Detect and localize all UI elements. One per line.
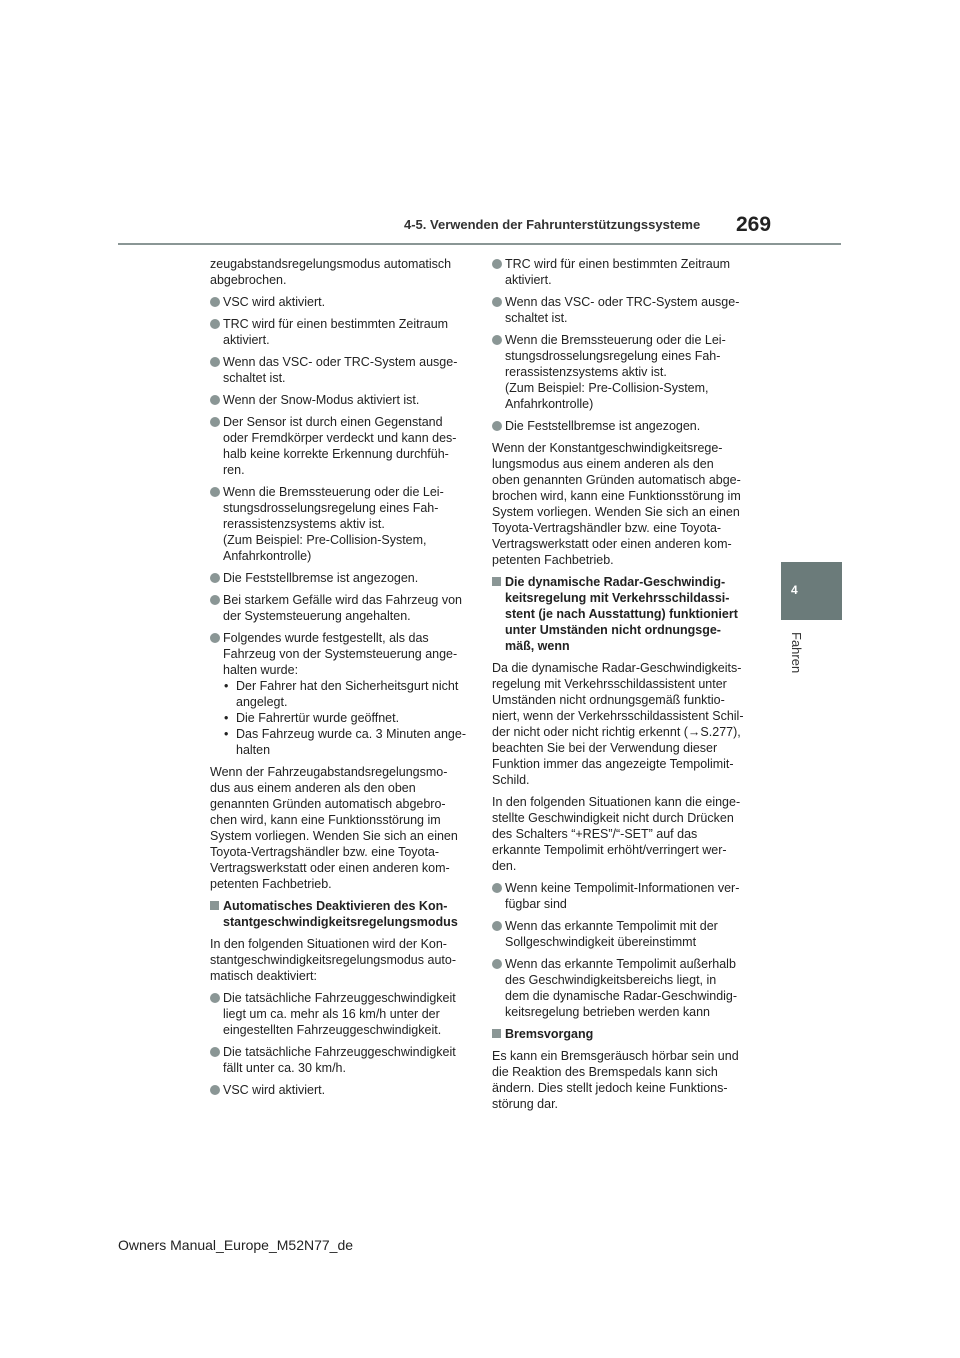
bullet-icon [210,487,220,497]
section-heading [492,1026,750,1042]
bullet-item [210,414,468,478]
bullet-icon [210,1085,220,1095]
bullet-item [492,918,750,950]
bullet-icon [492,883,502,893]
dash-bullet-icon: • [224,679,229,693]
bullet-item-text: Die tatsächliche Fahrzeuggeschwindigkeit fällt unter ca. 30 km/h. [223,1045,456,1075]
section-heading-text: Bremsvorgang [505,1027,594,1041]
bullet-item [492,880,750,912]
bullet-item [210,316,468,348]
bullet-icon [210,595,220,605]
bullet-icon [210,993,220,1003]
bullet-icon [210,573,220,583]
bullet-item [210,570,468,586]
paragraph-text: zeugabstandsregelungsmodus automatisch abgebrochen. [210,257,452,287]
bullet-item-text: TRC wird für einen bestimmten Zeitraum aktiviert. [505,257,731,287]
bullet-icon [210,319,220,329]
bullet-icon [210,1047,220,1057]
bullet-item-text: Die Feststellbremse ist angezogen. [505,419,701,433]
header-divider [118,243,841,245]
bullet-icon [492,297,502,307]
square-bullet-icon [492,1029,501,1038]
sub-item [223,710,468,726]
section-heading-text: Automatisches Deaktivieren des Kon- stantgeschwindigkeitsregelungsmodus [223,899,458,929]
bullet-item-text: Die tatsächliche Fahrzeuggeschwindigkeit liegt um ca. mehr als 16 km/h unter der eingestellten Fahrzeuggeschwindigkeit. [223,991,456,1037]
bullet-icon [492,959,502,969]
bullet-icon [210,395,220,405]
section-heading [492,574,750,654]
bullet-icon [210,417,220,427]
bullet-item [492,332,750,412]
paragraph-text: Es kann ein Bremsgeräusch hörbar sein und die Reaktion des Bremspedals kann sich ändern. Dies stellt jedoch keine Funktions- störung dar. [492,1049,739,1111]
bullet-item [492,956,750,1020]
bullet-item [210,392,468,408]
dash-bullet-icon: • [224,727,229,741]
footer-doc-id: Owners Manual_Europe_M52N77_de [118,1237,354,1253]
bullet-item-text: Wenn das VSC- oder TRC-System ausge- schaltet ist. [505,295,740,325]
bullet-item [210,354,468,386]
bullet-item [210,1082,468,1098]
bullet-item-text: Wenn die Bremssteuerung oder die Lei- stungsdrosselungsregelung eines Fah- rerassistenzsystems aktiv ist. (Zum Beispiel: Pre-Collision-System, Anfahrkontrolle) [223,485,444,563]
paragraph [210,764,468,892]
bullet-icon [210,357,220,367]
paragraph-text: Wenn der Fahrzeugabstandsregelungsmo- dus aus einem anderen als den oben genannten Gründen automatisch abgebro- chen wird, kann eine Funktionsstörung im System vorliegen. Wenden Sie sich an einen Toyota-Vertragshändler bzw. eine Toyota- Vertragswerkstatt oder einen anderen kom- petenten Fachbetrieb. [210,765,458,891]
bullet-item-text: Bei starkem Gefälle wird das Fahrzeug von der Systemsteuerung angehalten. [223,593,462,623]
bullet-item-text: Wenn keine Tempolimit-Informationen ver- fügbar sind [505,881,740,911]
paragraph-text: In den folgenden Situationen kann die einge- stellte Geschwindigkeit nicht durch Drücken des Schalters “+RES”/“-SET” auf das erkannte Tempolimit erhöht/verringert wer- den. [492,795,741,873]
bullet-icon [492,921,502,931]
bullet-icon [492,259,502,269]
bullet-item-text: TRC wird für einen bestimmten Zeitraum aktiviert. [223,317,449,347]
paragraph [210,936,468,984]
left-column [210,256,468,1104]
paragraph [492,660,750,788]
chapter-label: Fahren [789,632,804,674]
bullet-item [492,256,750,288]
bullet-item-text: Wenn das erkannte Tempolimit außerhalb des Geschwindigkeitsbereichs liegt, in dem die dynamische Radar-Geschwindig- keitsregelung betrieben werden kann [505,957,738,1019]
bullet-icon [210,297,220,307]
bullet-item [210,484,468,564]
bullet-item-text: Die Feststellbremse ist angezogen. [223,571,419,585]
bullet-item-text: VSC wird aktiviert. [223,295,326,309]
sub-item-text: Das Fahrzeug wurde ca. 3 Minuten ange- halten [236,727,466,757]
paragraph [492,440,750,568]
bullet-icon [492,421,502,431]
bullet-icon [210,633,220,643]
bullet-item-text: Wenn die Bremssteuerung oder die Lei- stungsdrosselungsregelung eines Fah- rerassistenzsystems aktiv ist. (Zum Beispiel: Pre-Collision-System, Anfahrkontrolle) [505,333,726,411]
bullet-item [210,294,468,310]
paragraph [492,1048,750,1112]
square-bullet-icon [210,901,219,910]
sub-item [223,726,468,758]
bullet-item-text: Wenn der Snow-Modus aktiviert ist. [223,393,420,407]
sub-item-text: Der Fahrer hat den Sicherheitsgurt nicht angelegt. [236,679,459,709]
paragraph [210,256,468,288]
dash-bullet-icon: • [224,711,229,725]
bullet-icon [492,335,502,345]
section-title: 4-5. Verwenden der Fahrunterstützungssysteme [404,217,701,232]
bullet-item [492,294,750,326]
sub-item-text: Die Fahrertür wurde geöffnet. [236,711,400,725]
bullet-item [492,418,750,434]
chapter-number: 4 [791,583,798,597]
bullet-item [210,592,468,624]
chapter-tab [781,562,842,620]
paragraph [492,794,750,874]
paragraph-text: Da die dynamische Radar-Geschwindigkeits- regelung mit Verkehrsschildassistent unter Umständen nicht ordnungsgemäß funktio- niert, wenn der Verkehrsschildassistent Schil- der nicht oder nicht richtig erkennt (→S.277), beachten Sie bei der Verwendung dieser Funktion immer das angezeigte Tempolimit- Schild. [492,661,744,787]
bullet-item [210,990,468,1038]
section-heading [210,898,468,930]
paragraph-text: Wenn der Konstantgeschwindigkeitsrege- lungsmodus aus einem anderen als den oben genannten Gründen automatisch abge- brochen wird, kann eine Funktionsstörung im System vorliegen. Wenden Sie sich an einen Toyota-Vertragshändler bzw. eine Toyota- Vertragswerkstatt oder einen anderen kom- petenten Fachbetrieb. [492,441,741,567]
bullet-item [210,1044,468,1076]
paragraph-text: In den folgenden Situationen wird der Kon- stantgeschwindigkeitsregelungsmodus auto- matisch deaktiviert: [210,937,456,983]
sub-item [223,678,468,710]
bullet-item [210,630,468,758]
bullet-item-text: Folgendes wurde festgestellt, als das Fahrzeug von der Systemsteuerung ange- halten wurde: [223,631,458,677]
bullet-item-text: Der Sensor ist durch einen Gegenstand oder Fremdkörper verdeckt und kann des- halb keine korrekte Erkennung durchfüh- ren. [223,415,457,477]
bullet-item-text: Wenn das VSC- oder TRC-System ausge- schaltet ist. [223,355,458,385]
bullet-item-text: VSC wird aktiviert. [223,1083,326,1097]
section-heading-text: Die dynamische Radar-Geschwindig- keitsregelung mit Verkehrsschildassi- stent (je nach Ausstattung) funktioniert unter Umständen nicht ordnungsge- mäß, wenn [505,575,738,653]
page-number: 269 [736,213,772,236]
bullet-item-text: Wenn das erkannte Tempolimit mit der Sollgeschwindigkeit übereinstimmt [505,919,718,949]
right-column [492,256,750,1118]
square-bullet-icon [492,577,501,586]
